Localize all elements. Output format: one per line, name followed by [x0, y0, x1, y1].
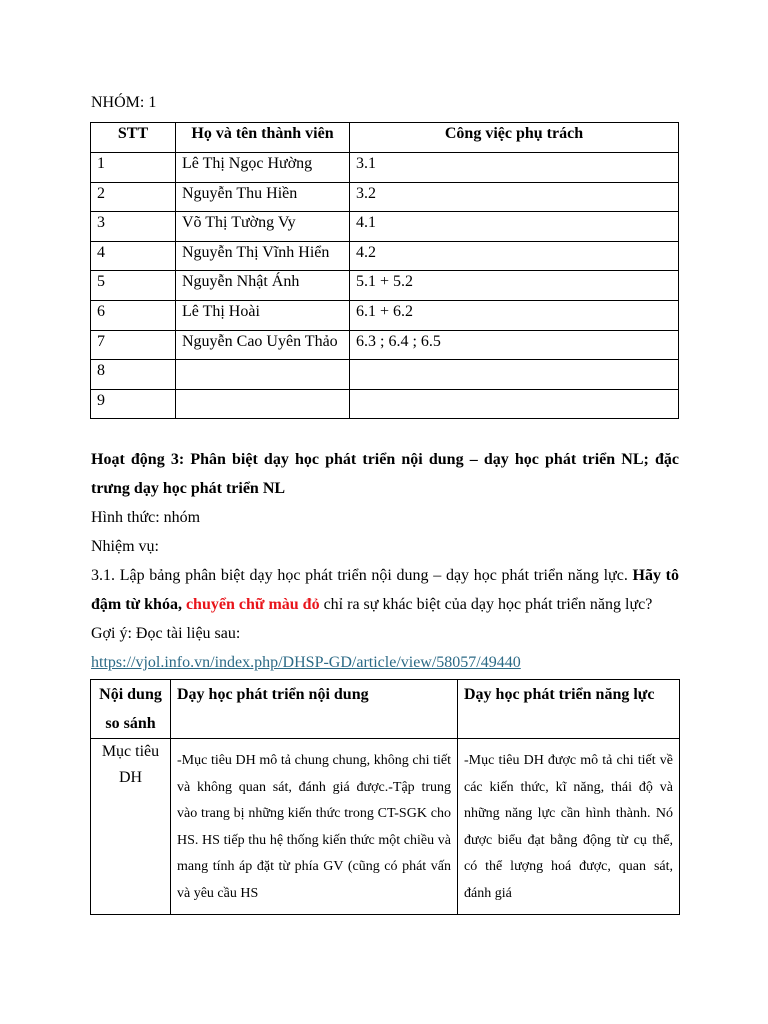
header-assigned-task: Công việc phụ trách	[350, 123, 679, 153]
criterion-cell: Mục tiêu DH	[91, 739, 171, 915]
member-name-cell: Lê Thị Ngọc Hường	[176, 153, 350, 183]
member-task-cell	[350, 360, 679, 390]
header-competency-teaching: Dạy học phát triển năng lực	[458, 680, 680, 739]
activity-task	[91, 561, 679, 619]
member-stt-cell: 1	[91, 153, 176, 183]
header-member-name: Họ và tên thành viên	[176, 123, 350, 153]
header-stt: STT	[91, 123, 176, 153]
members-table	[90, 122, 679, 419]
member-row	[91, 330, 679, 360]
member-stt-cell: 8	[91, 360, 176, 390]
member-row	[91, 182, 679, 212]
member-task-cell: 3.1	[350, 153, 679, 183]
member-row	[91, 271, 679, 301]
member-row	[91, 241, 679, 271]
member-task-cell: 5.1 + 5.2	[350, 271, 679, 301]
member-stt-cell: 4	[91, 241, 176, 271]
task-bold-text: Hãy tô đậm từ khóa,	[91, 567, 679, 613]
member-stt-cell: 9	[91, 389, 176, 419]
member-row	[91, 300, 679, 330]
member-row	[91, 212, 679, 242]
activity-title: Hoạt động 3: Phân biệt dạy học phát triển nội dung – dạy học phát triển NL; đặc trưng dạy học phát triển NL	[91, 451, 679, 497]
member-name-cell: Nguyễn Thị Vĩnh Hiển	[176, 241, 350, 271]
member-task-cell: 3.2	[350, 182, 679, 212]
competency-teaching-cell: -Mục tiêu DH được mô tả chi tiết về các kiến thức, kĩ năng, thái độ và những năng lực cần hình thành. Nó được biểu đạt bằng động từ cụ thể, có thể lượng hoá được, quan sát, đánh giá	[458, 739, 680, 915]
member-task-cell: 4.2	[350, 241, 679, 271]
activity-section	[91, 445, 679, 677]
activity-form: Hình thức: nhóm	[91, 509, 201, 526]
reference-link[interactable]: https://vjol.info.vn/index.php/DHSP-GD/article/view/58057/49440	[91, 654, 521, 671]
member-stt-cell: 6	[91, 300, 176, 330]
header-content-teaching: Dạy học phát triển nội dung	[171, 680, 458, 739]
member-row	[91, 153, 679, 183]
member-task-cell: 4.1	[350, 212, 679, 242]
member-stt-cell: 5	[91, 271, 176, 301]
member-name-cell: Võ Thị Tường Vy	[176, 212, 350, 242]
comparison-header-row	[91, 680, 680, 739]
members-header-row	[91, 123, 679, 153]
member-name-cell: Lê Thị Hoài	[176, 300, 350, 330]
comparison-table	[90, 679, 680, 915]
task-text: 3.1. Lập bảng phân biệt dạy học phát triển nội dung – dạy học phát triển năng lực.	[91, 567, 633, 584]
task-red-text: chuyển chữ màu đỏ	[181, 596, 320, 613]
header-criterion: Nội dung so sánh	[91, 680, 171, 739]
member-stt-cell: 2	[91, 182, 176, 212]
member-name-cell	[176, 360, 350, 390]
task-tail-text: chỉ ra sự khác biệt của dạy học phát triển năng lực?	[319, 596, 653, 613]
group-label: NHÓM: 1	[91, 94, 157, 111]
activity-hint: Gợi ý: Đọc tài liệu sau:	[91, 625, 241, 642]
member-stt-cell: 3	[91, 212, 176, 242]
member-name-cell	[176, 389, 350, 419]
comparison-row	[91, 739, 680, 915]
member-stt-cell: 7	[91, 330, 176, 360]
member-name-cell: Nguyễn Thu Hiền	[176, 182, 350, 212]
member-name-cell: Nguyễn Nhật Ánh	[176, 271, 350, 301]
activity-task-label: Nhiệm vụ:	[91, 538, 159, 555]
member-row	[91, 360, 679, 390]
member-row	[91, 389, 679, 419]
member-name-cell: Nguyễn Cao Uyên Thảo	[176, 330, 350, 360]
member-task-cell	[350, 389, 679, 419]
member-task-cell: 6.3 ; 6.4 ; 6.5	[350, 330, 679, 360]
content-teaching-cell: -Mục tiêu DH mô tả chung chung, không chi tiết và không quan sát, đánh giá được.-Tập trung vào trang bị những kiến thức trong CT-SGK cho HS. HS tiếp thu hệ thống kiến thức một chiều và mang tính áp đặt từ phía GV (cũng có phát vấn và yêu cầu HS	[171, 739, 458, 915]
member-task-cell: 6.1 + 6.2	[350, 300, 679, 330]
